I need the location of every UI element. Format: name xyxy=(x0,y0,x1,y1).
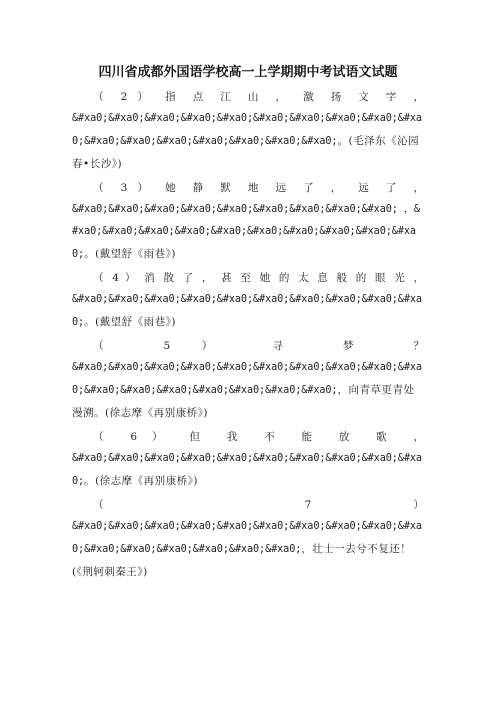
question-source: ，壮士一去兮不复还！(《荆轲刺秦王》) xyxy=(72,543,412,578)
blank-entities: &#xa0;&#xa0;&#xa0;&#xa0;&#xa0;&#xa0;&#xa0;&#xa0;&#xa0; ，&#xa0;&#xa0;&#xa0;&#xa0;&#xa0;&#xa0;&#xa0;&#xa0;&#xa0;&#xa0; xyxy=(72,204,420,260)
blank-entities: &#xa0;&#xa0;&#xa0;&#xa0;&#xa0;&#xa0;&#xa0;&#xa0;&#xa0;&#xa0; xyxy=(72,294,422,328)
blank-entities: &#xa0;&#xa0;&#xa0;&#xa0;&#xa0;&#xa0;&#xa0;&#xa0;&#xa0;&#xa0;&#xa0;&#xa0;&#xa0;&#xa0;&#xa0;&#xa0;&#xa0; xyxy=(72,362,422,396)
question-prompt: （ 6 ） 但 我 不 能 放 歌 ， xyxy=(93,431,424,443)
blank-entities: &#xa0;&#xa0;&#xa0;&#xa0;&#xa0;&#xa0;&#xa0;&#xa0;&#xa0;&#xa0; xyxy=(72,453,422,487)
answer-blank xyxy=(72,357,424,425)
question-item-3 xyxy=(72,177,424,266)
question-source: ，向青草更青处漫溯。(徐志摩《再别康桥》) xyxy=(72,384,415,419)
question-prompt: （ 5 ） 寻 梦 ？ xyxy=(93,340,424,352)
blank-entities: &#xa0;&#xa0;&#xa0;&#xa0;&#xa0;&#xa0;&#xa0;&#xa0;&#xa0;&#xa0;&#xa0;&#xa0;&#xa0;&#xa0;&#xa0;&#xa0;&#xa0; xyxy=(72,113,422,147)
question-prompt: （ 2 ） 指 点 江 山 ， 激 扬 文 字 ， xyxy=(93,91,424,103)
question-item-5 xyxy=(72,335,424,425)
document-title: 四川省成都外国语学校高一上学期期中考试语文试题 xyxy=(98,65,398,80)
question-source: 。(毛泽东《沁园春•长沙》) xyxy=(72,135,420,170)
question-source: 。(戴望舒《雨巷》) xyxy=(84,316,177,328)
question-item-7 xyxy=(72,494,424,584)
answer-blank xyxy=(72,289,424,334)
answer-blank xyxy=(72,199,424,266)
answer-blank xyxy=(72,448,424,493)
answer-blank xyxy=(72,108,424,176)
question-item-4 xyxy=(72,267,424,334)
answer-blank xyxy=(72,516,424,584)
question-source: 。(徐志摩《再别康桥》) xyxy=(84,475,199,487)
question-prompt: （ 3 ） 她 静 默 地 远 了 ， 远 了 ， xyxy=(93,182,424,194)
question-item-6 xyxy=(72,426,424,493)
question-item-2 xyxy=(72,86,424,176)
question-source: 。(戴望舒《雨巷》) xyxy=(84,248,177,260)
question-prompt: （ 7 ） xyxy=(93,499,424,511)
blank-entities: &#xa0;&#xa0;&#xa0;&#xa0;&#xa0;&#xa0;&#xa0;&#xa0;&#xa0;&#xa0;&#xa0;&#xa0;&#xa0;&#xa0;&#xa0;&#xa0; xyxy=(72,521,422,555)
question-prompt: （ 4 ） 消 散 了 ， 甚 至 她 的 太 息 般 的 眼 光 ， xyxy=(93,272,424,284)
